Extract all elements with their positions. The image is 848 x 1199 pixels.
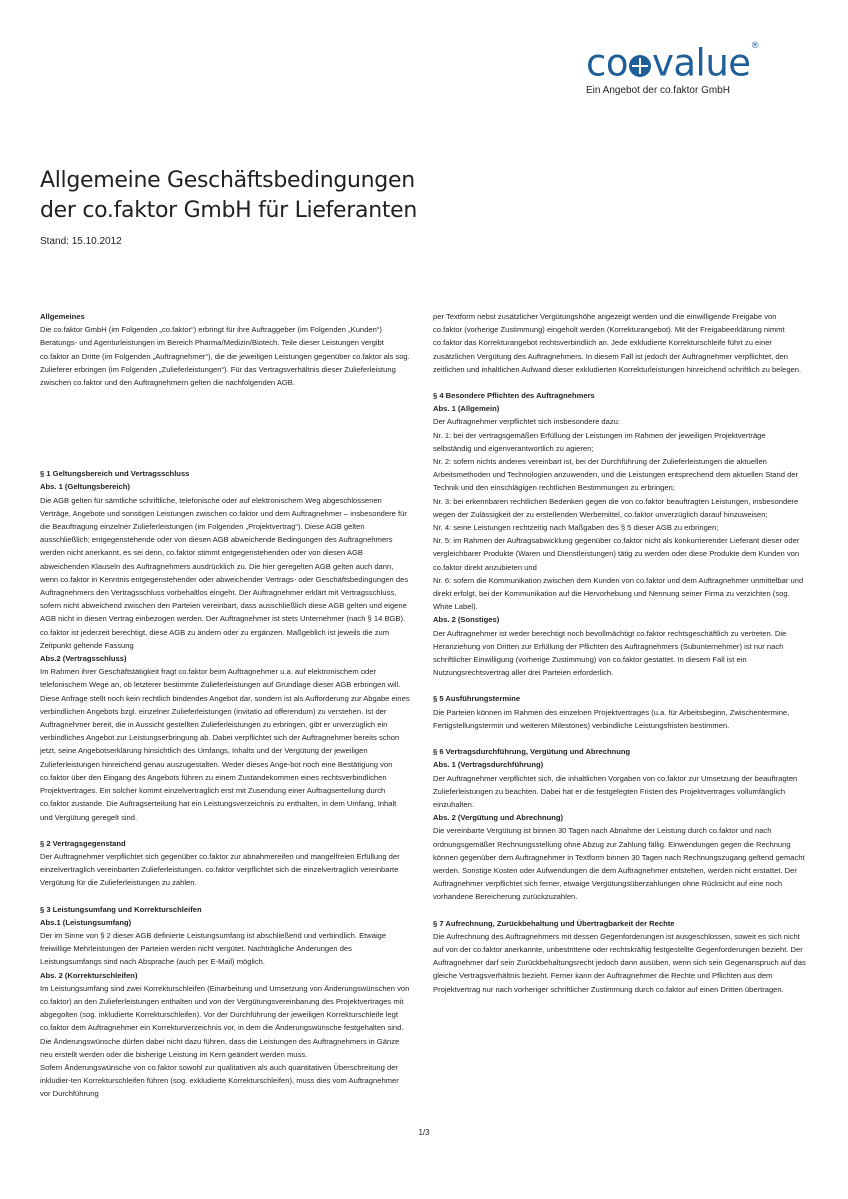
- paragraph-s6-abs2: Die vereinbarte Vergütung ist binnen 30 Tagen nach Abnahme der Leistung durch co.faktor und nach ordnungsgemäßer Rechnungsstellung ohne Abzug zur Zahlung fällig. Einwendungen gegen die Rechnung können gegenüber dem Auftragnehmer in Textform binnen 30 Tagen nach Rechnungszugang geltend gemacht werden. Sonstige Kosten oder Aufwendungen die dem Auftragnehmer entstehen, werden nicht erstattet. Der Auftragnehmer verpflichtet sich ferner, etwaige Vergütungsüberzahlungen ohne Rücksicht auf eine noch vorhandene Bereicherung zurückzuzahlen.: [433, 826, 805, 902]
- heading-s4-abs2: Abs. 2 (Sonstiges): [433, 615, 500, 625]
- title-line-1: Allgemeine Geschäftsbedingungen: [40, 168, 415, 193]
- heading-s4-abs1: Abs. 1 (Allgemein): [433, 404, 500, 414]
- list-item-s4-nr2: Nr. 2: sofern nichts anderes vereinbart ist, bei der Durchführung der Zulieferleistungen die aktuellen Arbeitsmethoden und Technologien anzuwenden, und die Leistungen entsprechend dem aktuellen Stand der Technik und den einschlägigen rechtlichen Bestimmungen zu erbringen;: [433, 457, 799, 493]
- list-item-s4-nr3: Nr. 3: bei erkennbaren rechtlichen Bedenken gegen die von co.faktor beauftragten Leistungen, insbesondere wegen der Zulässigkeit der zu erstellenden Werbemittel, co.faktor unverzüglich darauf hinzuweisen;: [433, 496, 799, 519]
- right-column: [433, 310, 806, 996]
- heading-s3-abs1: Abs.1 (Leistungsumfang): [40, 917, 132, 927]
- list-item-s4-nr1: Nr. 1: bei der vertragsgemäßen Erfüllung der Leistungen im Rahmen der jeweiligen Projektverträge selbständig und eigenverantwortlich zu agieren;: [433, 430, 766, 453]
- paragraph-s1-abs1: Die AGB gelten für sämtliche schriftliche, telefonische oder auf elektronischem Weg abgeschlossenen Verträge, Angebote und sonstigen Leistungen zwischen co.faktor und dem Auftragnehmer – insbesondere für die Beauftragung einzelner Zulieferleistungen (im Folgenden „Projektvertrag“). Diese AGB gelten ausschließlich; entgegenstehende oder von diesen AGB abweichende Bedingungen des Auftragnehmers werden nicht anerkannt, es sei denn, co.faktor stimmt entgegenstehenden oder von diesen AGB abweichenden Klauseln des Auftragnehmers ausdrücklich zu. Die hier geregelten AGB gelten auch dann, wenn co.faktor in Kenntnis entgegenstehender oder abweichender Vertrags- oder Geschäftsbedingungen des Auftragnehmers den Vertragsschluss vorbehaltlos eingeht. Der Auftragnehmer erklärt mit Vertragsschluss, sofern nicht abweichend zwischen den Parteien vereinbart, dass ausschließlich diese AGB gelten und eigene AGB nicht in diesen Vertrag einbezogen werden. Der Auftragnehmer ist stets Unternehmer (nach § 14 BGB). co.faktor ist jederzeit berechtigt, diese AGB zu ändern oder zu ergänzen. Maßgeblich ist jeweils die zum Zeitpunkt geltende Fassung: [40, 495, 409, 650]
- heading-allgemeines: Allgemeines: [40, 312, 85, 321]
- heading-section-3: § 3 Leistungsumfang und Korrekturschleifen: [40, 904, 202, 914]
- registered-mark: ®: [750, 41, 760, 51]
- logo-wordmark: [586, 40, 766, 83]
- paragraph-s3-continued: per Textform nebst zusätzlicher Vergütungshöhe angezeigt werden und die einwilligende Freigabe von co.faktor (vorherige Zustimmung) eingeholt werden (Korrekturangebot). Mit der Freigabeerklärung nimmt co.faktor das Korrekturangebot rechtsverbindlich an. Jede exkludierte Korrekturschleife führt zu einer zusätzlichen Vergütung des Auftragnehmers. In diesem Fall ist jedoch der Auftragnehmer verpflichtet, den zeitlichen und inhaltlichen Aufwand dieser exkludierten Korrekturleistungen hinreichend schriftlich zu belegen.: [433, 312, 802, 374]
- heading-section-7: § 7 Aufrechnung, Zurückbehaltung und Übertragbarkeit der Rechte: [433, 918, 675, 928]
- heading-section-6: § 6 Vertragsdurchführung, Vergütung und Abrechnung: [433, 747, 631, 757]
- document-date: Stand: 15.10.2012: [40, 236, 122, 247]
- paragraph-s3-abs2: Im Leistungsumfang sind zwei Korrekturschleifen (Einarbeitung und Umsetzung von Änderungswünschen von co.faktor) an den Zulieferleistungen enthalten und von der Vergütungsvereinbarung des Projektvertrages mit abgegolten (sog. inkludierte Korrekturschleifen). Vor der Durchführung der jeweiligen Korrekturschleife legt co.faktor dem Auftragnehmer ein Korrekturverzeichnis vor, in dem die Änderungswünsche festgehalten sind. Die Änderungswünsche dürfen dabei nicht dazu führen, dass die Leistungen des Auftragnehmers in Gänze neu erstellt werden oder die bisherige Leistung im Kern geändert werden muss.: [40, 983, 410, 1059]
- plus-circle-icon: [629, 55, 651, 77]
- document-title: [40, 166, 417, 226]
- paragraph-s7: Die Aufrechnung des Auftragnehmers mit dessen Gegenforderungen ist ausgeschlossen, soweit es sich nicht auf von der co.faktor anerkannte, unbestrittene oder rechtskräftig festgestellte Gegenforderungen bezieht. Der Auftragnehmer darf sein Zurückbehaltungsrecht jedoch dann ausüben, wenn sich sein Gegenanspruch auf das gleiche Vertragsverhältnis bezieht. Ferner kann der Auftragnehmer die Rechte und Pflichten aus dem Projektvertrag nur nach vorheriger schriftlicher Zustimmung durch co.faktor auf einen Dritten übertragen.: [433, 931, 806, 994]
- heading-section-1: § 1 Geltungsbereich und Vertragsschluss: [40, 469, 190, 479]
- paragraph-s1-abs2: Im Rahmen ihrer Geschäftstätigkeit fragt co.faktor beim Auftragnehmer u.a. auf elektronischem oder telefonischem Wege an, ob letzterer bestimmte Zulieferleistungen auf Grundlage dieser AGB erbringen will. Diese Anfrage stellt noch kein rechtlich bindendes Angebot dar, sondern ist als Aufforderung zur Abgabe eines verbindlichen Angebots bzgl. einzelner Zulieferleistungen (invitatio ad offerendum) zu verstehen. Ist der Auftragnehmer bereit, die in Aussicht gestellten Zulieferleistungen zu erbringen, gibt er unverzüglich ein verbindliches Angebot zur Leistungserbringung ab. Dabei verpflichtet sich der Auftragnehmer bereits schon jetzt, seine Angebotserklärung hinsichtlich des Umfangs, Inhalts und der Vergütung der jeweiligen Zulieferleistungen hinreichend genau auszugestalten. Weder dieses Ange-bot noch eine Bestätigung von co.faktor über den Eingang des Angebots führen zu einem Zustandekommen eines rechtsverbindlichen Projektvertrages. Ein solcher kommt einzelvertraglich erst mit Zusendung einer Auftragserteilung durch co.faktor zustande. Die Auftragserteilung hat ein Leistungsverzeichnis zu enthalten, in dem Umfang, Inhalt und Vergütung geregelt sind.: [40, 667, 410, 822]
- paragraph-s3-abs1: Der im Sinne von § 2 dieser AGB definierte Leistungsumfang ist abschließend und verbindlich. Etwaige freiwillige Mehrleistungen der Parteien werden nicht vergütet. Nachträgliche Änderungen des Leistungsumfangs sind nach Absprache (auch per E-Mail) möglich.: [40, 930, 387, 967]
- logo-word-value: value: [651, 41, 751, 85]
- heading-s6-abs2: Abs. 2 (Vergütung und Abrechnung): [433, 813, 564, 823]
- paragraph-allgemeines: Die co.faktor GmbH (im Folgenden „co.faktor“) erbringt für ihre Auftraggeber (im Folgenden „Kunden“) Beratungs- und Agenturleistungen im Bereich Pharma/Medizin/Biotech. Teile dieser Leistungen vergibt co.faktor an Dritte (im Folgenden „Auftragnehmer“), die die jeweiligen Leistungen gegenüber co.faktor als sog. Zulieferer erbringen (im Folgenden „Zulieferleistungen“). Für das Vertragsverhältnis dieser Zulieferleistung zwischen co.faktor und den Auftragnehmern gelten die nachfolgenden AGB.: [40, 325, 410, 388]
- title-line-2: der co.faktor GmbH für Lieferanten: [40, 198, 418, 223]
- covalue-logo: [586, 40, 766, 96]
- logo-word-co: co: [586, 41, 628, 85]
- heading-s1-abs2: Abs.2 (Vertragsschluss): [40, 654, 127, 664]
- paragraph-s3-abs2-cont: Sofern Änderungswünsche von co.faktor sowohl zur qualitativen als auch quantitativen Überschreitung der inkludier-ten Korrekturschleifen führen (sog. exkludierte Korrekturschleifen), muss dies vom Auftragnehmer vor Durchführung: [40, 1062, 399, 1099]
- left-column: [40, 310, 410, 1101]
- heading-section-5: § 5 Ausführungstermine: [433, 694, 521, 704]
- paragraph-s6-abs1: Der Auftragnehmer verpflichtet sich, die inhaltlichen Vorgaben von co.faktor zur Umsetzung der beauftragten Zulieferleistungen zu beachten. Dabei hat er die festgelegten Fristen des Projektvertrages vollumfänglich einzuhalten.: [433, 773, 798, 809]
- logo-subtitle: Ein Angebot der co.faktor GmbH: [586, 85, 730, 97]
- list-item-s4-nr6: Nr. 6: sofern die Kommunikation zwischen dem Kunden von co.faktor und dem Auftragnehmer unmittelbar und direkt erfolgt, bei der Kommunikation auf die Hervorhebung und Nennung seiner Firma zu verzichten (sog. White Label).: [433, 575, 804, 612]
- heading-s3-abs2: Abs. 2 (Korrekturschleifen): [40, 970, 138, 980]
- paragraph-s5: Die Parteien können im Rahmen des einzelnen Projektvertrages (u.a. für Arbeitsbeginn, Zwischentermine, Fertigstellungstermin und weiteren Milestones) verbindliche Leistungsfristen bestimmen.: [433, 707, 790, 730]
- paragraph-s4-intro: Der Auftragnehmer verpflichtet sich insbesondere dazu:: [433, 417, 620, 427]
- heading-section-4: § 4 Besondere Pflichten des Auftragnehmers: [433, 391, 595, 401]
- list-item-s4-nr5: Nr. 5: im Rahmen der Auftragsabwicklung gegenüber co.faktor nicht als konkurrierender Lieferant dieser oder vergleichbarer Produkte (Waren und Dienstleistungen) tätig zu werden oder diese Produkte dem Kunden von co.faktor direkt anzubieten und: [433, 536, 800, 572]
- paragraph-s4-abs2: Der Auftragnehmer ist weder berechtigt noch bevollmächtigt co.faktor rechtsgeschäftlich zu vertreten. Die Heranziehung von Dritten zur Erfüllung der Pflichten des Auftragnehmers (Subunternehmer) ist nur nach schriftlicher Einwilligung (vorherige Zustimmung) von co.faktor gestattet. In diesem Fall ist ein Nutzungsrechtsvertrag aller drei Parteien erforderlich.: [433, 628, 787, 678]
- list-item-s4-nr4: Nr. 4: seine Leistungen rechtzeitig nach Maßgaben des § 5 dieser AGB zu erbringen;: [433, 523, 719, 533]
- paragraph-s2: Der Auftragnehmer verpflichtet sich gegenüber co.faktor zur abnahmereifen und mangelfreien Erfüllung der einzelvertraglich vereinbarten Zulieferleistungen. co.faktor verpflichtet sich die einzelvertraglich vereinbarte Vergütung für die Zulieferleistungen zu zahlen.: [40, 851, 400, 888]
- heading-s1-abs1: Abs. 1 (Geltungsbereich): [40, 482, 130, 492]
- page-number: 1/3: [418, 1128, 430, 1137]
- heading-section-2: § 2 Vertragsgegenstand: [40, 838, 126, 848]
- heading-s6-abs1: Abs. 1 (Vertragsdurchführung): [433, 760, 544, 770]
